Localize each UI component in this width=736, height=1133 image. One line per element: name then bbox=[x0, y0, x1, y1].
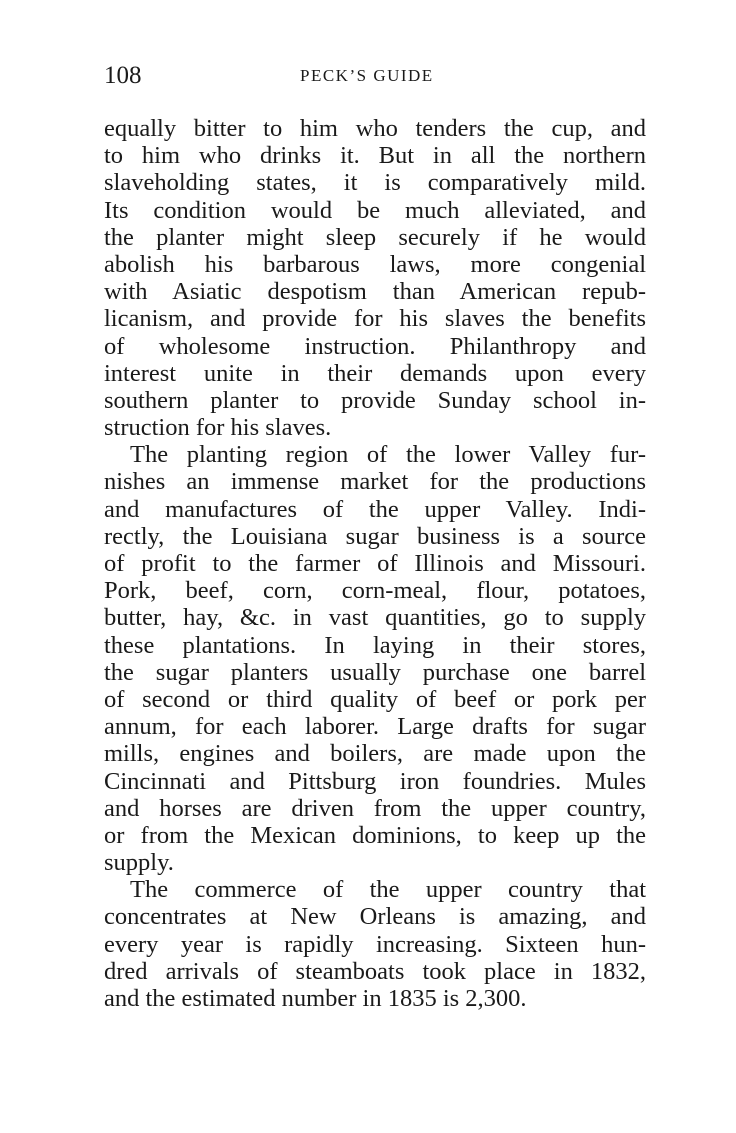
text-line: dred arrivals of steamboats took place in 1832, bbox=[104, 957, 646, 985]
text-line: The planting region of the lower Valley fur- bbox=[130, 441, 646, 469]
text-line: the planter might sleep securely if he would bbox=[104, 223, 646, 251]
body-text bbox=[104, 115, 646, 1012]
text-line: equally bitter to him who tenders the cup, and bbox=[104, 115, 646, 142]
text-line: to him who drinks it. But in all the northern bbox=[104, 142, 646, 170]
page-number: 108 bbox=[104, 62, 142, 89]
text-line: and manufactures of the upper Valley. Indi- bbox=[104, 495, 646, 523]
paragraph-3 bbox=[104, 876, 646, 1012]
text-line: the sugar planters usually purchase one barrel bbox=[104, 658, 646, 686]
text-line: Cincinnati and Pittsburg iron foundries. Mules bbox=[104, 767, 646, 795]
paragraph-1 bbox=[104, 115, 646, 441]
text-line: mills, engines and boilers, are made upon the bbox=[104, 740, 646, 768]
text-line: nishes an immense market for the productions bbox=[104, 468, 646, 496]
text-line: annum, for each laborer. Large drafts for sugar bbox=[104, 713, 646, 741]
text-line: butter, hay, &c. in vast quantities, go to supply bbox=[104, 604, 646, 632]
text-line: every year is rapidly increasing. Sixteen hun- bbox=[104, 930, 646, 958]
text-line: Its condition would be much alleviated, and bbox=[104, 196, 646, 224]
text-line: rectly, the Louisiana sugar business is a source bbox=[104, 522, 646, 550]
text-line: struction for his slaves. bbox=[104, 414, 332, 442]
text-line: abolish his barbarous laws, more congenial bbox=[104, 250, 646, 278]
text-line: and horses are driven from the upper country, bbox=[104, 794, 646, 822]
text-line: with Asiatic despotism than American repub- bbox=[104, 278, 646, 306]
text-line: southern planter to provide Sunday school in- bbox=[104, 386, 646, 414]
text-line: of profit to the farmer of Illinois and Missouri. bbox=[104, 550, 646, 577]
text-line: or from the Mexican dominions, to keep up the bbox=[104, 821, 646, 849]
text-line: of wholesome instruction. Philanthropy and bbox=[104, 332, 646, 360]
paragraph-2 bbox=[104, 441, 646, 876]
text-line: interest unite in their demands upon every bbox=[104, 359, 646, 387]
running-head bbox=[104, 62, 646, 90]
text-line: these plantations. In laying in their stores, bbox=[104, 631, 646, 659]
text-line: Pork, beef, corn, corn-meal, flour, potatoes, bbox=[104, 577, 646, 605]
text-line: concentrates at New Orleans is amazing, and bbox=[104, 903, 646, 931]
text-line: The commerce of the upper country that bbox=[130, 876, 646, 904]
text-line: of second or third quality of beef or pork per bbox=[104, 685, 646, 713]
text-line: and the estimated number in 1835 is 2,300. bbox=[104, 985, 527, 1012]
running-title: PECK’S GUIDE bbox=[300, 66, 434, 85]
text-line: supply. bbox=[104, 849, 174, 877]
text-line: licanism, and provide for his slaves the benefits bbox=[104, 305, 646, 333]
text-line: slaveholding states, it is comparatively mild. bbox=[104, 169, 646, 197]
